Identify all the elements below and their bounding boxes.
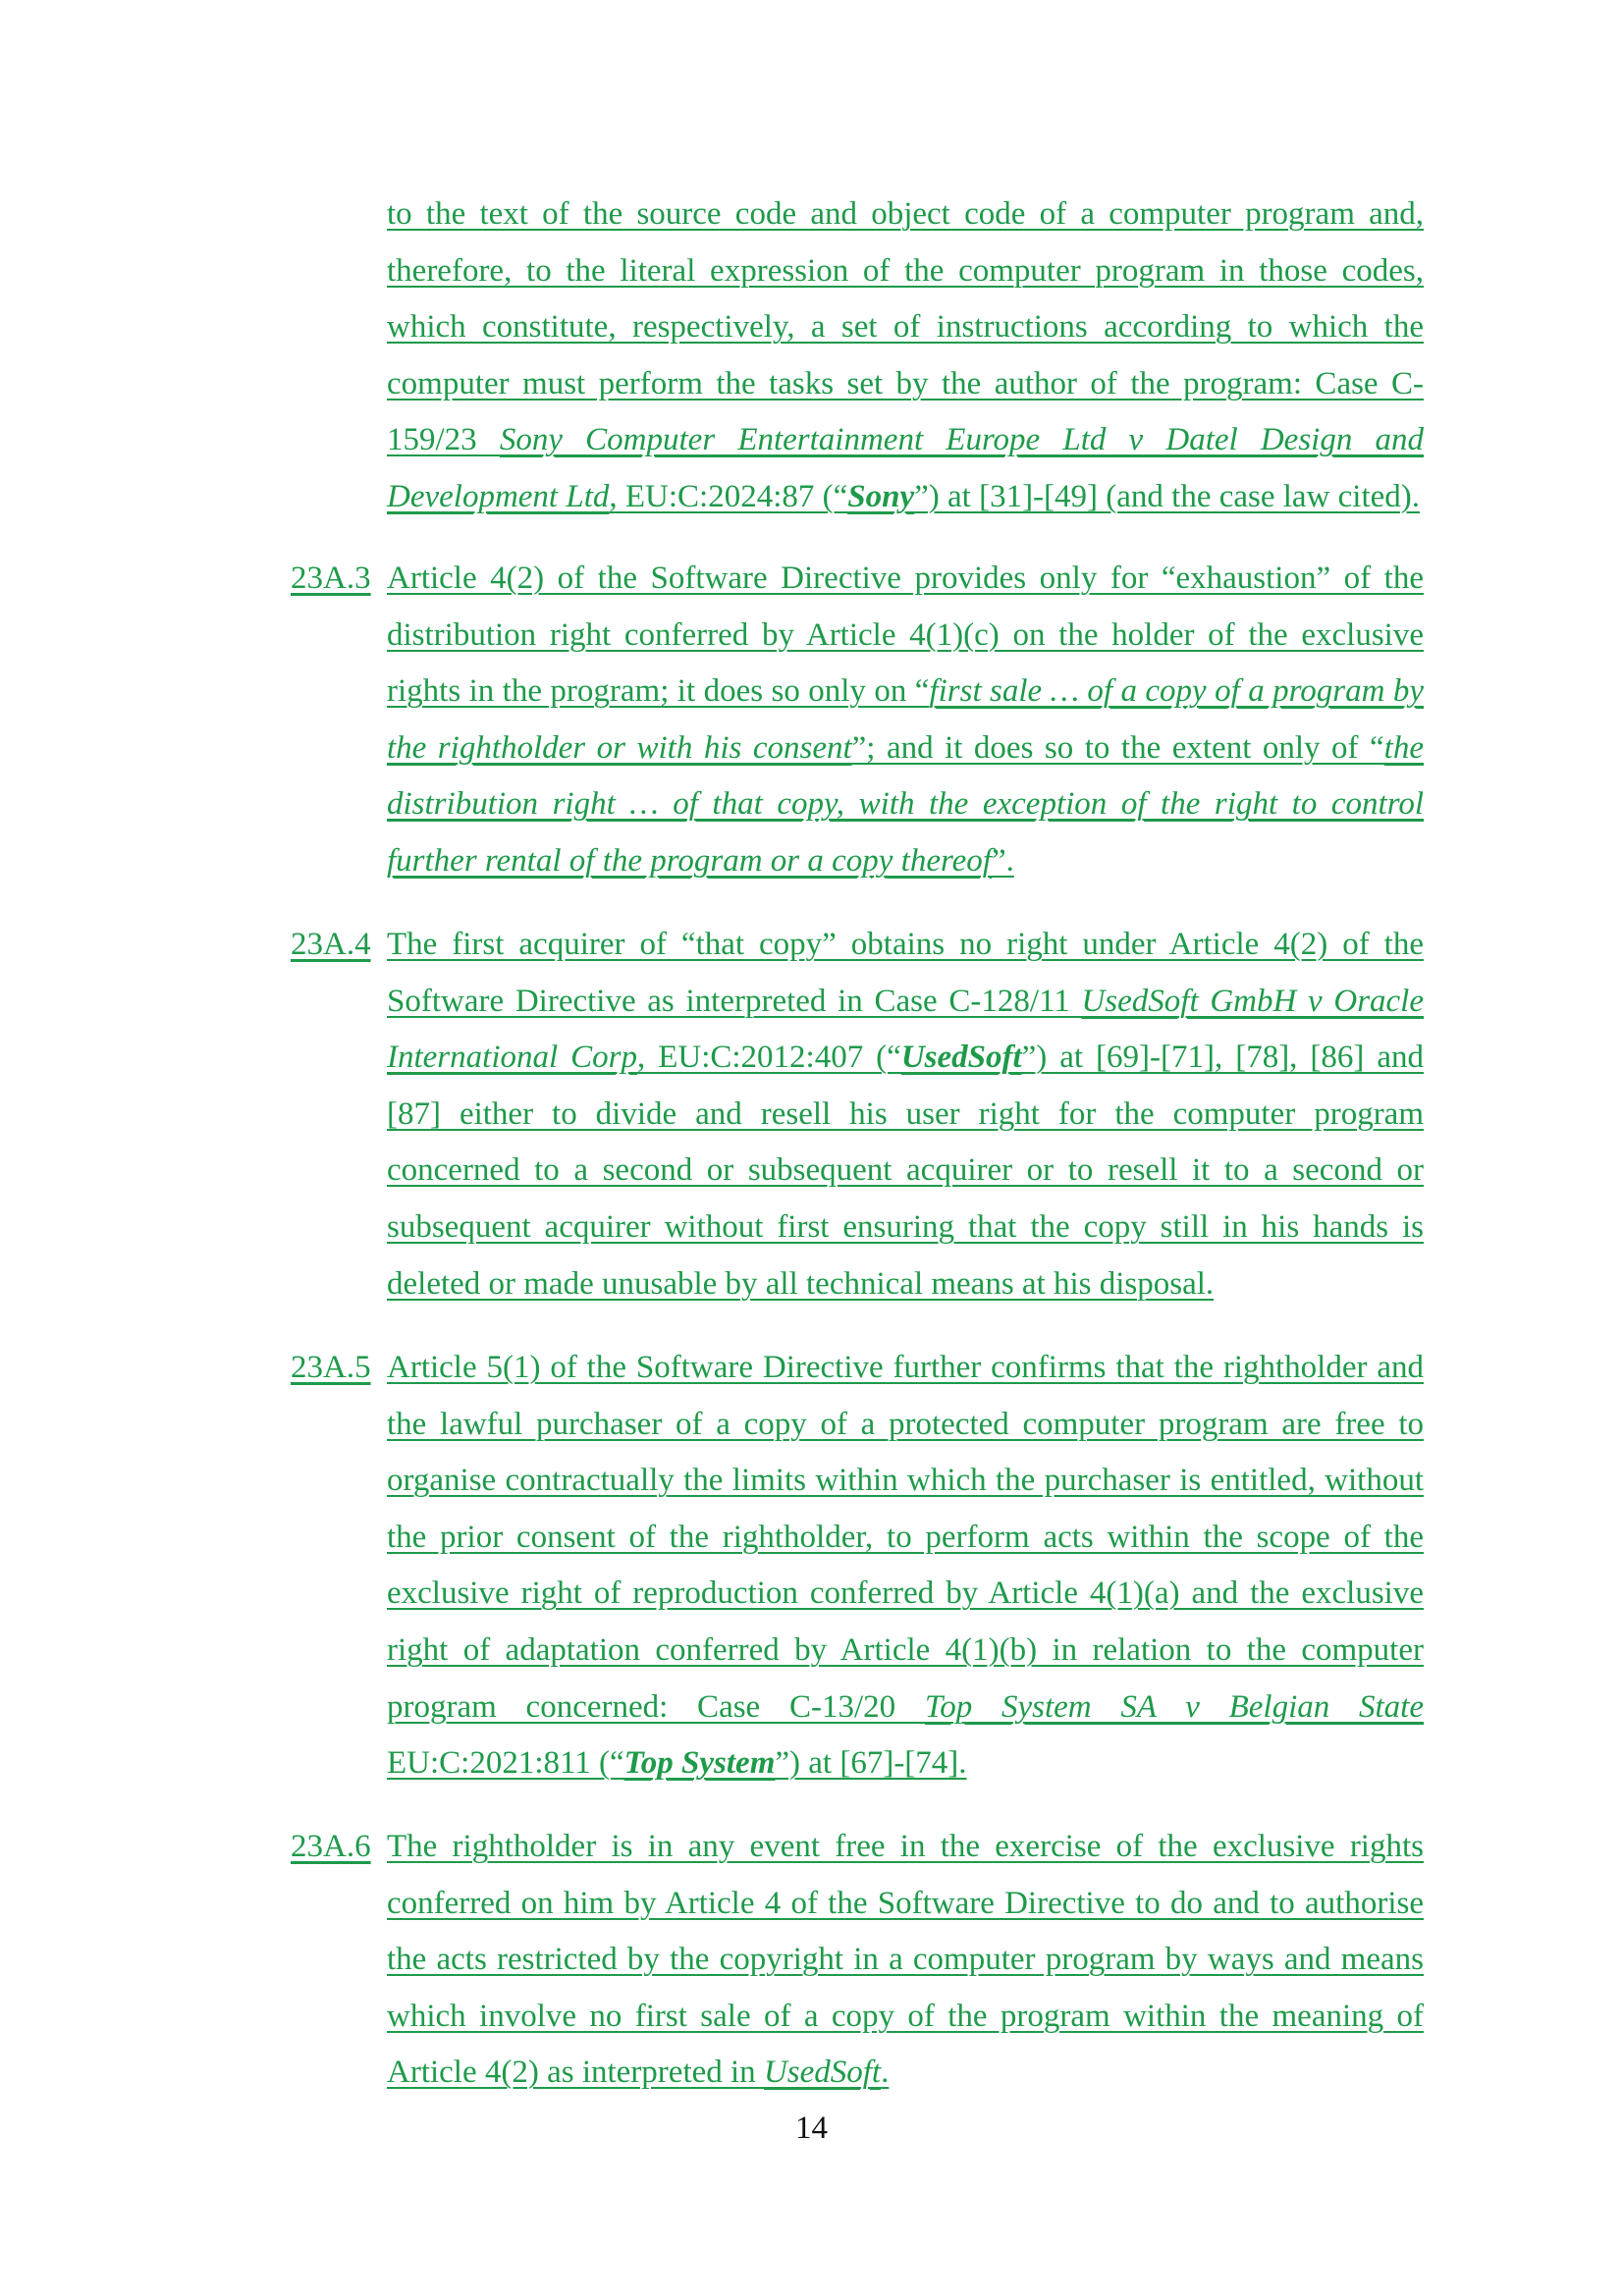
case-name: Sony Computer Entertainment Europe Ltd v Datel Design and Development Ltd [387,422,1425,514]
text-run: . [881,2055,890,2091]
text-run: EU:C:2021:811 (“ [387,1745,624,1782]
defined-term: Top System [623,1745,776,1782]
paragraph-23a4 [291,917,1424,1312]
paragraph-number: 23A.6 [291,1829,371,1864]
defined-term: UsedSoft [900,1040,1022,1076]
paragraph-continuation [387,187,1424,526]
text-run: The first acquirer of “that copy” obtains no right under Article 4(2) of the Software Directive as interpreted in Case C-128/11 [387,927,1424,1019]
paragraph-23a6 [291,1819,1424,2102]
quotation: first sale … of a copy of a program by the rightholder or with his consent [387,673,1424,766]
page-number: 14 [795,2110,828,2146]
text-run: to the text of the source code and object code of a computer program and, therefore, to the literal expression of the computer program in those codes, which constitute, respectively, a set of instructions according to which the computer must perform the tasks set by the author of the program: Case C-159/23 [387,196,1424,458]
paragraph-number: 23A.3 [291,561,371,596]
paragraph-number: 23A.4 [291,927,371,962]
case-name: Top System SA v Belgian State [924,1688,1425,1725]
text-run: Article 4(2) of the Software Directive provides only for “exhaustion” of the distribution right conferred by Article 4(1)(c) on the holder of the exclusive rights in the program; it does so only on “ [387,561,1424,710]
case-name: UsedSoft [763,2055,882,2091]
case-name: UsedSoft GmbH v Oracle International Corp [387,983,1424,1076]
paragraph-number: 23A.5 [291,1350,371,1385]
paragraph-23a5 [291,1340,1425,1792]
text-run: , EU:C:2012:407 (“ [636,1040,901,1076]
text-run: ”) at [69]-[71], [78], [86] and [87] either to divide and resell his user right for the computer program concerned to a second or subsequent acquirer or to resell it to a second or subsequent acquirer without first ensuring that the copy still in his hands is deleted or made unusable by all technical means at his disposal. [387,1040,1424,1302]
text-run: ”. [991,842,1014,879]
text-run: , EU:C:2024:87 (“ [609,478,848,514]
quotation: the distribution right … of that copy, with the exception of the right to control further rental of the program or a copy thereof [387,729,1424,879]
defined-term: Sony [847,478,915,514]
paragraph-23a3 [291,551,1424,890]
text-run: ”) at [31]-[49] (and the case law cited). [914,478,1421,514]
text-run: Article 5(1) of the Software Directive further confirms that the rightholder and the lawful purchaser of a copy of a protected computer program are free to organise contractually the limits within which the purchaser is entitled, without the prior consent of the rightholder, to perform acts within the scope of the exclusive right of reproduction conferred by Article 4(1)(a) and the exclusive right of adaptation conferred by Article 4(1)(b) in relation to the computer program concerned: Case C-13/20 [387,1350,1424,1725]
text-run: The rightholder is in any event free in the exercise of the exclusive rights conferred on him by Article 4 of the Software Directive to do and to authorise the acts restricted by the copyright in a computer program by ways and means which involve no first sale of a copy of the program within the meaning of Article 4(2) as interpreted in [387,1829,1424,2091]
text-run: ”; and it does so to the extent only of “ [851,729,1384,766]
text-run: ”) at [67]-[74]. [775,1745,967,1782]
